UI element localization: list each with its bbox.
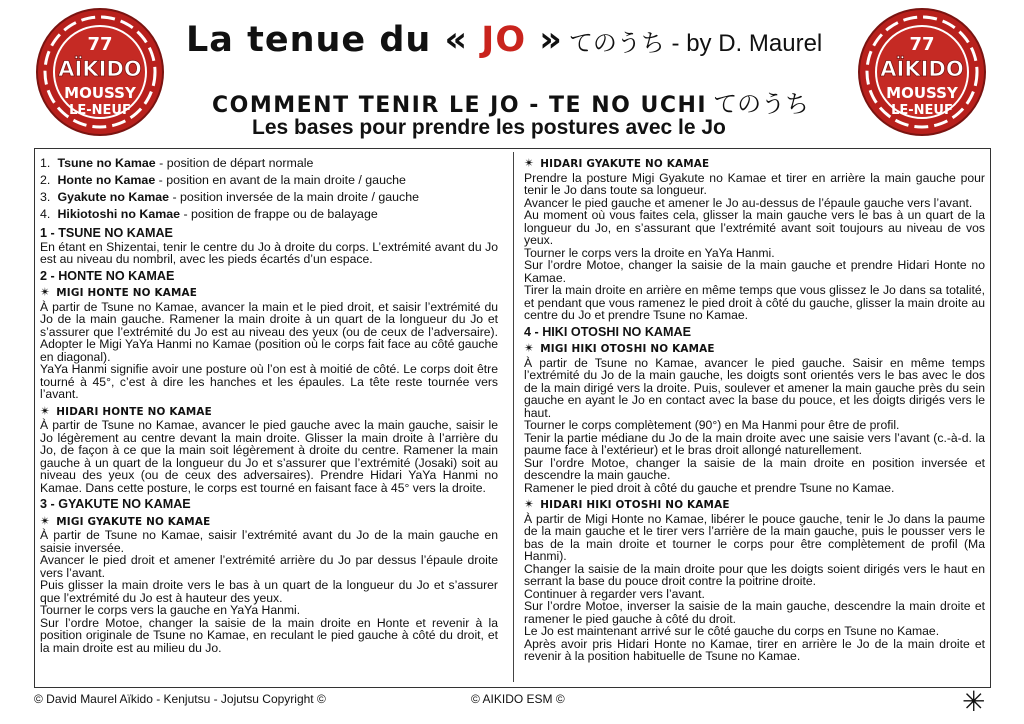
logo-top-text: AÏKIDO: [880, 57, 964, 81]
paragraph: Changer la saisie de la main droite pour que les doigts soient dirigés vers le haut en serrant la base du pouce droit contre la poitrine droite.: [524, 561, 985, 588]
star-bullet-icon: ✴: [524, 497, 535, 511]
subsection-heading: ✴ HIDARI GYAKUTE NO KAMAE: [524, 156, 710, 170]
paragraph: Après avoir pris Hidari Honte no Kamae, tirer en arrière le Jo de la main droite et revenir à la position habituelle de Tsune no Kamae.: [524, 636, 985, 663]
page-subtitle-2: Les bases pour prendre les postures avec le Jo: [252, 116, 726, 139]
list-item: 2. Honte no Kamae - position en avant de la main droite / gauche: [40, 173, 406, 187]
logo-bottom-text2: LE-NEUF: [69, 103, 131, 118]
paragraph: Puis glisser la main droite vers le bas à un quart de la longueur du Jo et s’assurer que l’extrémité du Jo est à hauteur des yeux.: [40, 578, 498, 605]
subsection-heading: ✴ HIDARI HIKI OTOSHI NO KAMAE: [524, 497, 730, 511]
paragraph: Continuer à regarder vers l’avant.: [524, 586, 705, 601]
paragraph: À partir de Tsune no Kamae, avancer le pied gauche. Saisir en même temps l’extrémité du Jo de la main gauche, les doigts sont orientés vers le bas avec le dos de la main dirigé vers la droite. Puis, soulever et amener la main gauche près du sein gauche en ayant le Jo en contact avec la base du pouce, et les doigts dirigés vers le haut.: [524, 355, 985, 420]
paragraph: En étant en Shizentai, tenir le centre du Jo à droite du corps. L’extrémité avant du Jo est au niveau du nombril, avec les pieds écartés d’un espace.: [40, 239, 498, 266]
paragraph: Le Jo est maintenant arrivé sur le côté gauche du corps en Tsune no Kamae.: [524, 624, 940, 638]
footer-center: © AIKIDO ESM ©: [471, 692, 565, 706]
paragraph: Sur l’ordre Motoe, changer la saisie de la main gauche et prendre Hidari Honte no Kamae.: [524, 258, 985, 285]
subsection-heading: ✴ HIDARI HONTE NO KAMAE: [40, 403, 212, 418]
section-heading-2: 2 - HONTE NO KAMAE: [40, 268, 175, 283]
right-column: [524, 157, 985, 663]
logo-bottom-text1: MOUSSY: [64, 84, 136, 102]
paragraph: Sur l’ordre Motoe, inverser la saisie de la main gauche, descendre la main droite et ramener le pied gauche à côté du droit.: [524, 599, 985, 626]
title-main: La tenue du «: [186, 20, 482, 60]
star-bullet-icon: ✴: [40, 513, 51, 528]
paragraph: Avancer le pied droit et amener l’extrémité arrière du Jo par dessus l’épaule droite vers l’avant.: [40, 553, 498, 580]
list-item: 4. Hikiotoshi no Kamae - position de frappe ou de balayage: [40, 207, 378, 221]
paragraph: À partir de Migi Honte no Kamae, libérer le pouce gauche, tenir le Jo dans la paume de la main gauche et le tirer vers l’arrière de la main gauche, puis le pousser vers le bas de la main droite et tourner le corps pour être complètement de profil (Ma Hanmi).: [524, 511, 985, 563]
paragraph: Prendre la posture Migi Gyakute no Kamae et tirer en arrière la main gauche pour tenir le Jo dans toute sa longueur.: [524, 170, 985, 197]
paragraph: Tenir la partie médiane du Jo de la main droite avec une saisie vers l’avant (c.-à-d. la paume face à l’extérieur) et le bras droit allongé naturellement.: [524, 430, 985, 457]
list-item: 3. Gyakute no Kamae - position inversée de la main droite / gauche: [40, 190, 420, 204]
paragraph: À partir de Tsune no Kamae, avancer la main et le pied droit, et saisir l’extrémité du Jo de la main gauche. Ramener la main droite à un quart de la longueur du Jo et s’assurer que l’extrémité du Jo est au niveau des yeux (ou de ceux de l’adversaire). Adopter le Migi YaYa Hanmi no Kamae (position où le corps fait face au côté gauche en diagonal).: [40, 299, 498, 364]
star-bullet-icon: ✴: [524, 156, 535, 170]
paragraph: À partir de Tsune no Kamae, saisir l’extrémité avant du Jo de la main gauche en saisie inversée.: [40, 528, 498, 555]
title-suffix: てのうち - by D. Maurel: [568, 30, 823, 57]
section-heading-3: 3 - GYAKUTE NO KAMAE: [40, 497, 191, 511]
title-end: »: [526, 20, 563, 60]
list-item: 1. Tsune no Kamae - position de départ normale: [40, 156, 314, 170]
paragraph: Tirer la main droite en arrière en même temps que vous glissez le Jo dans sa totalité, et pendant que vous ramenez le pied droit à côté du gauche, glisser la main droite au centre du Jo et prendre Tsune no Kamae.: [524, 283, 985, 322]
subsection-heading: ✴ MIGI HIKI OTOSHI NO KAMAE: [524, 341, 715, 355]
section-heading-4: 4 - HIKI OTOSHI NO KAMAE: [524, 324, 692, 339]
paragraph: Tourner le corps complètement (90°) en Ma Hanmi pour être de profil.: [524, 418, 900, 432]
paragraph: Tourner le corps vers la droite en YaYa Hanmi.: [524, 245, 775, 260]
logo-number: 77: [87, 34, 113, 55]
title-jo: JO: [481, 20, 527, 60]
subtitle-jp: てのうち: [713, 90, 810, 118]
snowflake-icon: ✳: [962, 686, 986, 717]
star-bullet-icon: ✴: [40, 285, 51, 299]
footer-copyright: © David Maurel Aïkido - Kenjutsu - Jojutsu Copyright ©: [34, 692, 326, 706]
paragraph: YaYa Hanmi signifie avoir une posture où l’on est à moitié de côté. Le corps doit être tourné à 45°, c’est à dire les hanches et les épaules. La tête reste tournée vers l’avant.: [40, 362, 498, 401]
paragraph: Avancer le pied gauche et amener le Jo au-dessus de l’épaule gauche vers l’avant.: [524, 195, 973, 210]
subsection-heading: ✴ MIGI HONTE NO KAMAE: [40, 285, 198, 299]
subtitle-bold: COMMENT TENIR LE JO - TE NO UCHI: [212, 93, 708, 118]
subsection-heading: ✴ MIGI GYAKUTE NO KAMAE: [40, 513, 211, 528]
paragraph: Au moment où vous faites cela, glisser la main gauche vers le bas à un quart de la longueur du Jo, en s’assurant que l’extrémité avant soit toujours au niveau de vos yeux.: [524, 208, 985, 247]
star-bullet-icon: ✴: [524, 341, 535, 355]
paragraph: Sur l’ordre Motoe, changer la saisie de la main droite en Honte et revenir à la position originale de Tsune no Kamae, en reculant le pied gauche à côté du droit, et la main droite est au milieu du Jo.: [40, 615, 498, 655]
paragraph: Ramener le pied droit à côté du gauche et prendre Tsune no Kamae.: [524, 480, 895, 495]
logo-top-text: AÏKIDO: [58, 57, 142, 81]
club-logo-left: [34, 6, 166, 138]
column-divider: [513, 152, 514, 682]
paragraph: Tourner le corps vers la gauche en YaYa Hanmi.: [40, 603, 301, 617]
left-column: [40, 157, 498, 654]
page-subtitle: [212, 84, 809, 119]
club-logo-right: [856, 6, 988, 138]
paragraph: À partir de Tsune no Kamae, avancer le pied gauche avec la main gauche, saisir le Jo légèrement au centre devant la main droite. Glisser la main droite à l’arrière du Jo, de façon à ce que la main soit légèrement à droite du centre. Ramener la main gauche à un quart de la longueur du Jo et s’assurer que l’extrémité (Josaki) soit au niveau des yeux (ou de ceux des adversaires). Prendre Hidari YaYa Hanmi no Kamae. Dans cette posture, le corps est tourné en faisant face à 45° vers la droite.: [40, 418, 498, 495]
section-heading-1: 1 - TSUNE NO KAMAE: [40, 226, 173, 240]
kamae-list: [40, 157, 498, 221]
page-title: [186, 20, 856, 60]
logo-bottom-text2: LE-NEUF: [891, 103, 953, 118]
logo-bottom-text1: MOUSSY: [886, 84, 958, 102]
logo-number: 77: [909, 34, 935, 55]
paragraph: Sur l’ordre Motoe, changer la saisie de la main droite en position inversée et descendre la main gauche.: [524, 455, 985, 482]
star-bullet-icon: ✴: [40, 403, 51, 418]
